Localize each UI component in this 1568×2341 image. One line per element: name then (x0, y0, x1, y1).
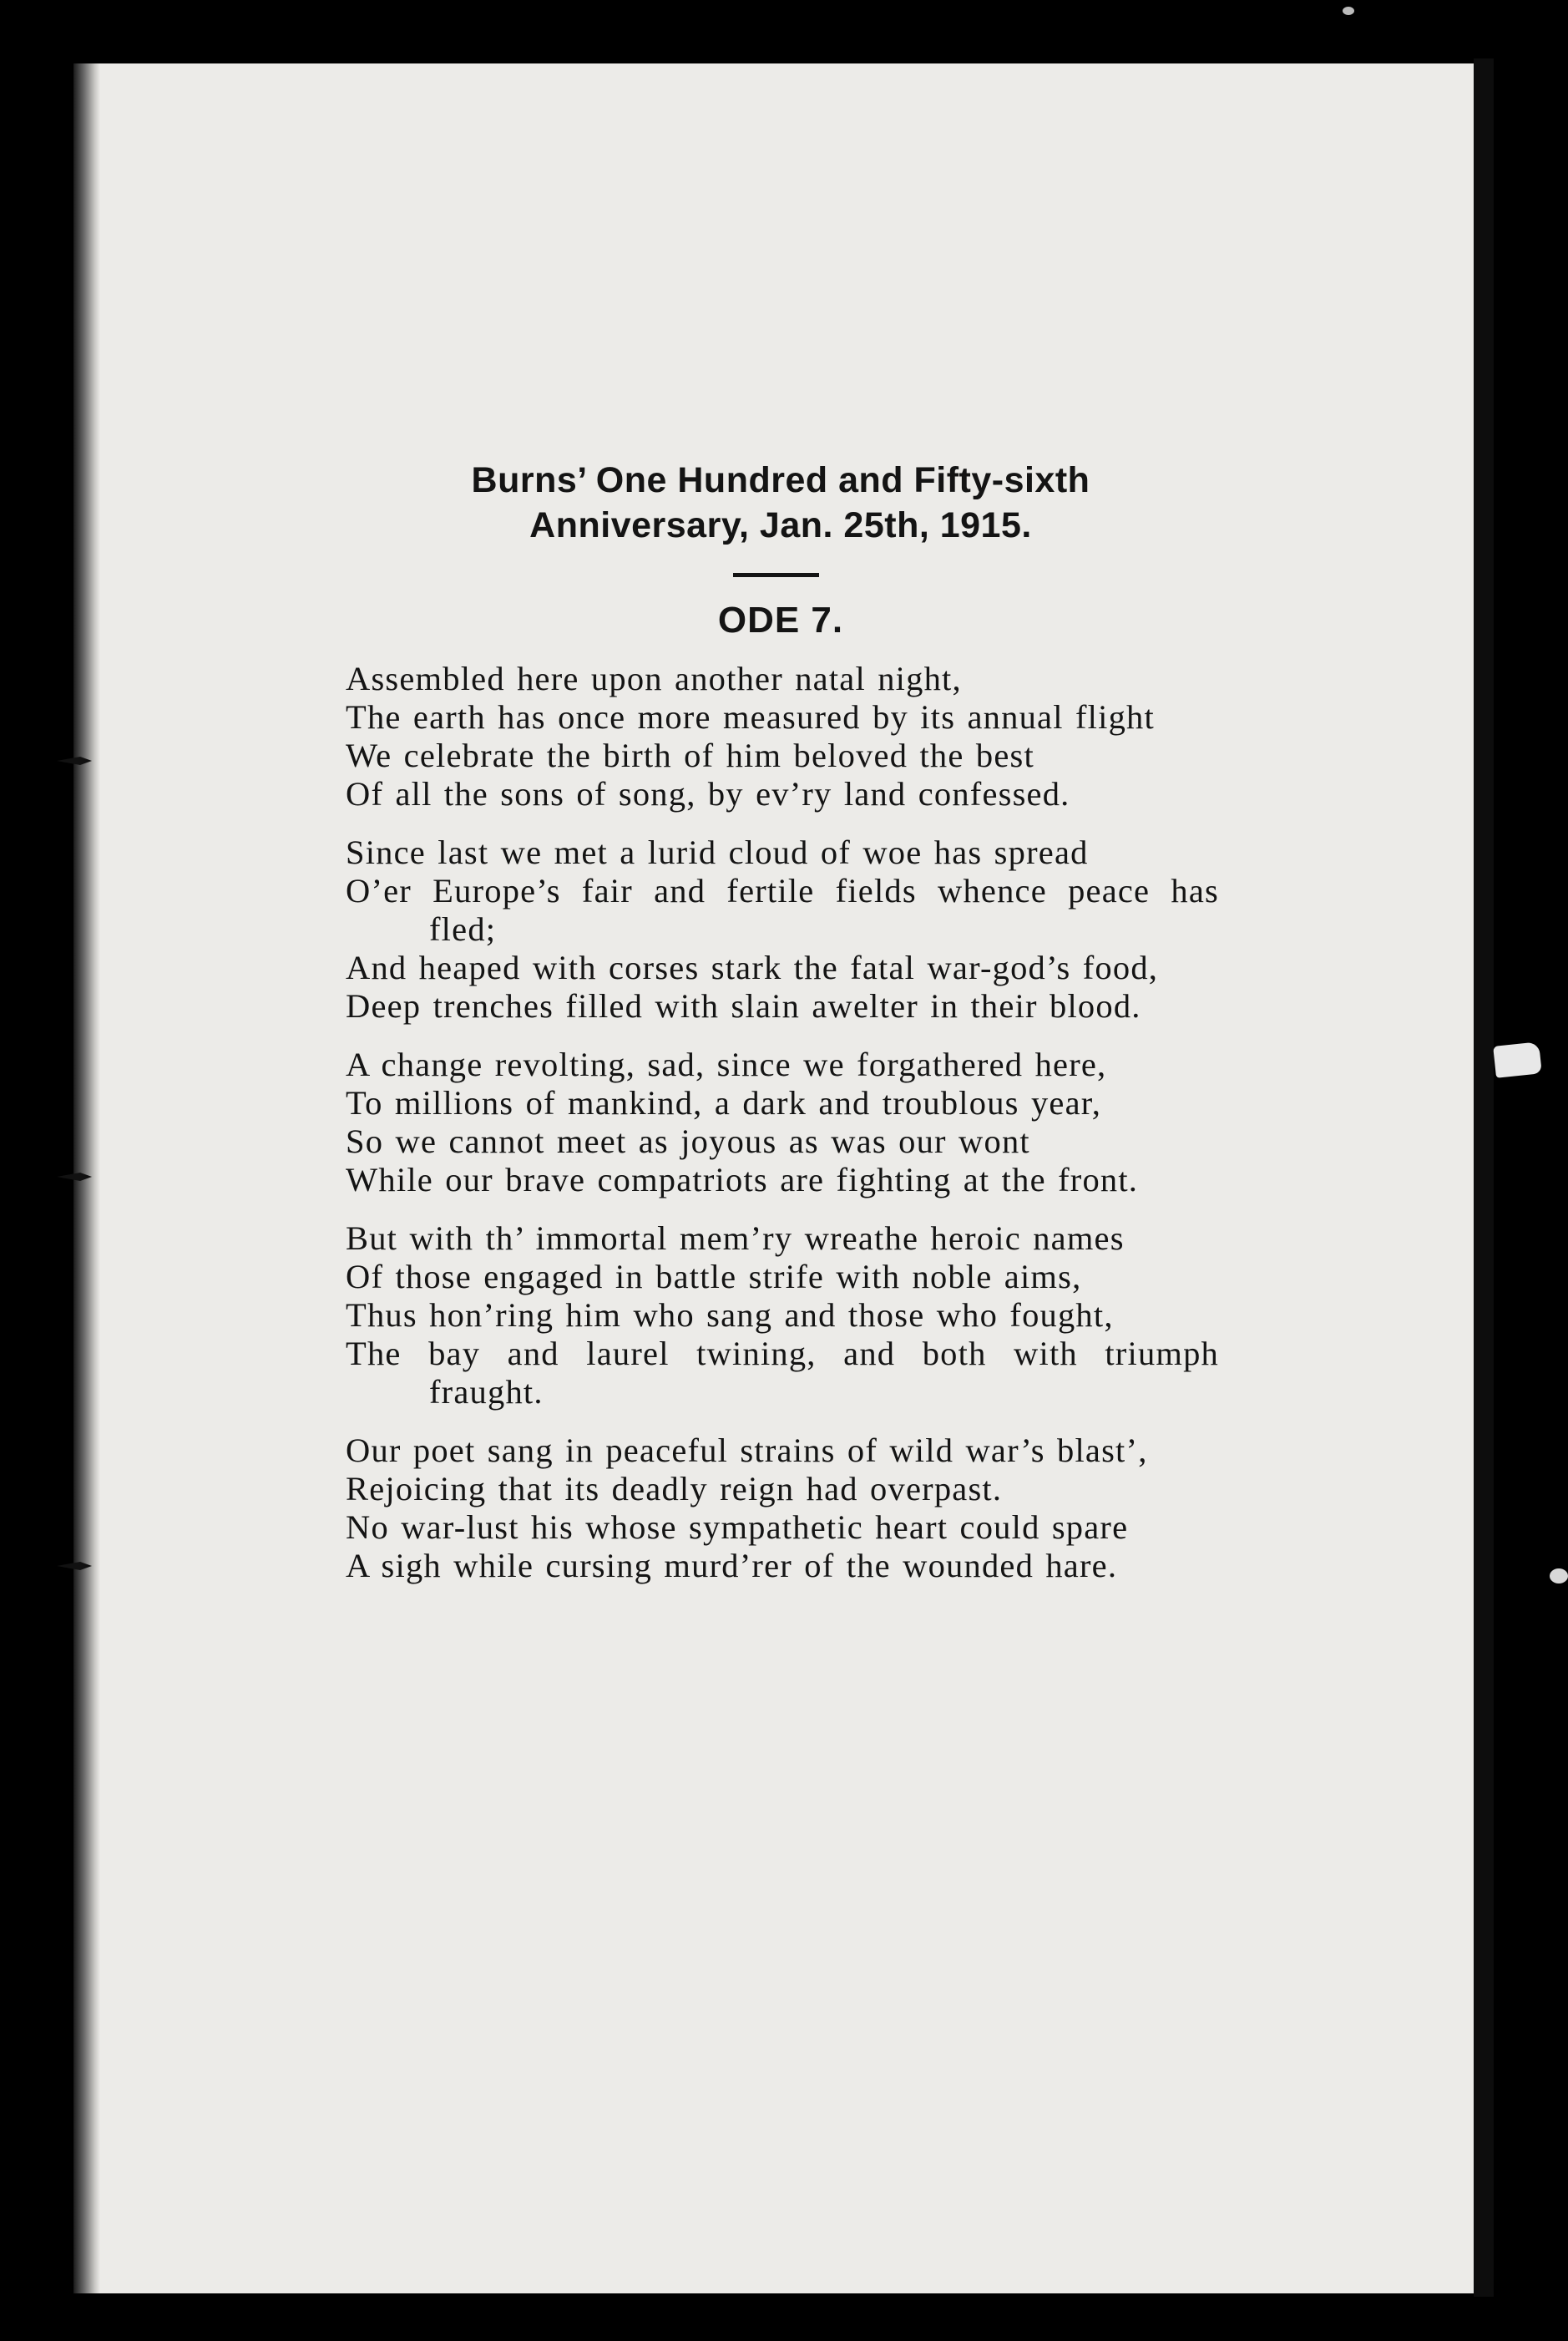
stanza-4 (346, 1219, 1219, 1411)
poem-line: Deep trenches filled with slain awelter in their blood. (346, 987, 1141, 1025)
poem-line: O’er Europe’s fair and fertile fields whence peace has fled; (346, 872, 1219, 948)
poem-line: While our brave compatriots are fighting at the front. (346, 1161, 1139, 1198)
poem-line: To millions of mankind, a dark and troublous year, (346, 1084, 1102, 1122)
title-line-2: Anniversary, Jan. 25th, 1915. (529, 505, 1032, 545)
stanza-1 (346, 660, 1219, 813)
poem-line: Our poet sang in peaceful strains of wild war’s blast’, (346, 1431, 1148, 1469)
poem-line: Thus hon’ring him who sang and those who fought, (346, 1296, 1114, 1334)
stanza-5 (346, 1431, 1219, 1585)
stanza-2 (346, 834, 1219, 1026)
poem-line: So we cannot meet as joyous as was our wont (346, 1122, 1030, 1160)
poem-line: Of all the sons of song, by ev’ry land confessed. (346, 775, 1070, 813)
poem-line: A change revolting, sad, since we forgathered here, (346, 1046, 1107, 1083)
poem-line: The earth has once more measured by its annual flight (346, 698, 1155, 736)
poem-line: A sigh while cursing murd’rer of the wounded hare. (346, 1547, 1118, 1584)
poem-line: The bay and laurel twining, and both with triumph fraught. (346, 1335, 1219, 1411)
poem-line: We celebrate the birth of him beloved the best (346, 737, 1034, 774)
poem-body (346, 660, 1219, 1605)
poem-line: Assembled here upon another natal night, (346, 660, 962, 697)
ode-heading: ODE 7. (717, 600, 844, 641)
poem-line: But with th’ immortal mem’ry wreathe heroic names (346, 1219, 1125, 1257)
poem-line: Since last we met a lurid cloud of woe has spread (346, 834, 1089, 871)
poem-line: And heaped with corses stark the fatal war-god’s food, (346, 949, 1159, 986)
title-divider (733, 573, 819, 577)
stanza-3 (346, 1046, 1219, 1199)
poem-line: No war-lust his whose sympathetic heart could spare (346, 1508, 1129, 1546)
title-line-1: Burns’ One Hundred and Fifty-sixth (471, 460, 1090, 500)
poem-title (351, 458, 1211, 548)
poem-line: Of those engaged in battle strife with noble aims, (346, 1258, 1082, 1295)
poem-line: Rejoicing that its deadly reign had overpast. (346, 1470, 1003, 1507)
